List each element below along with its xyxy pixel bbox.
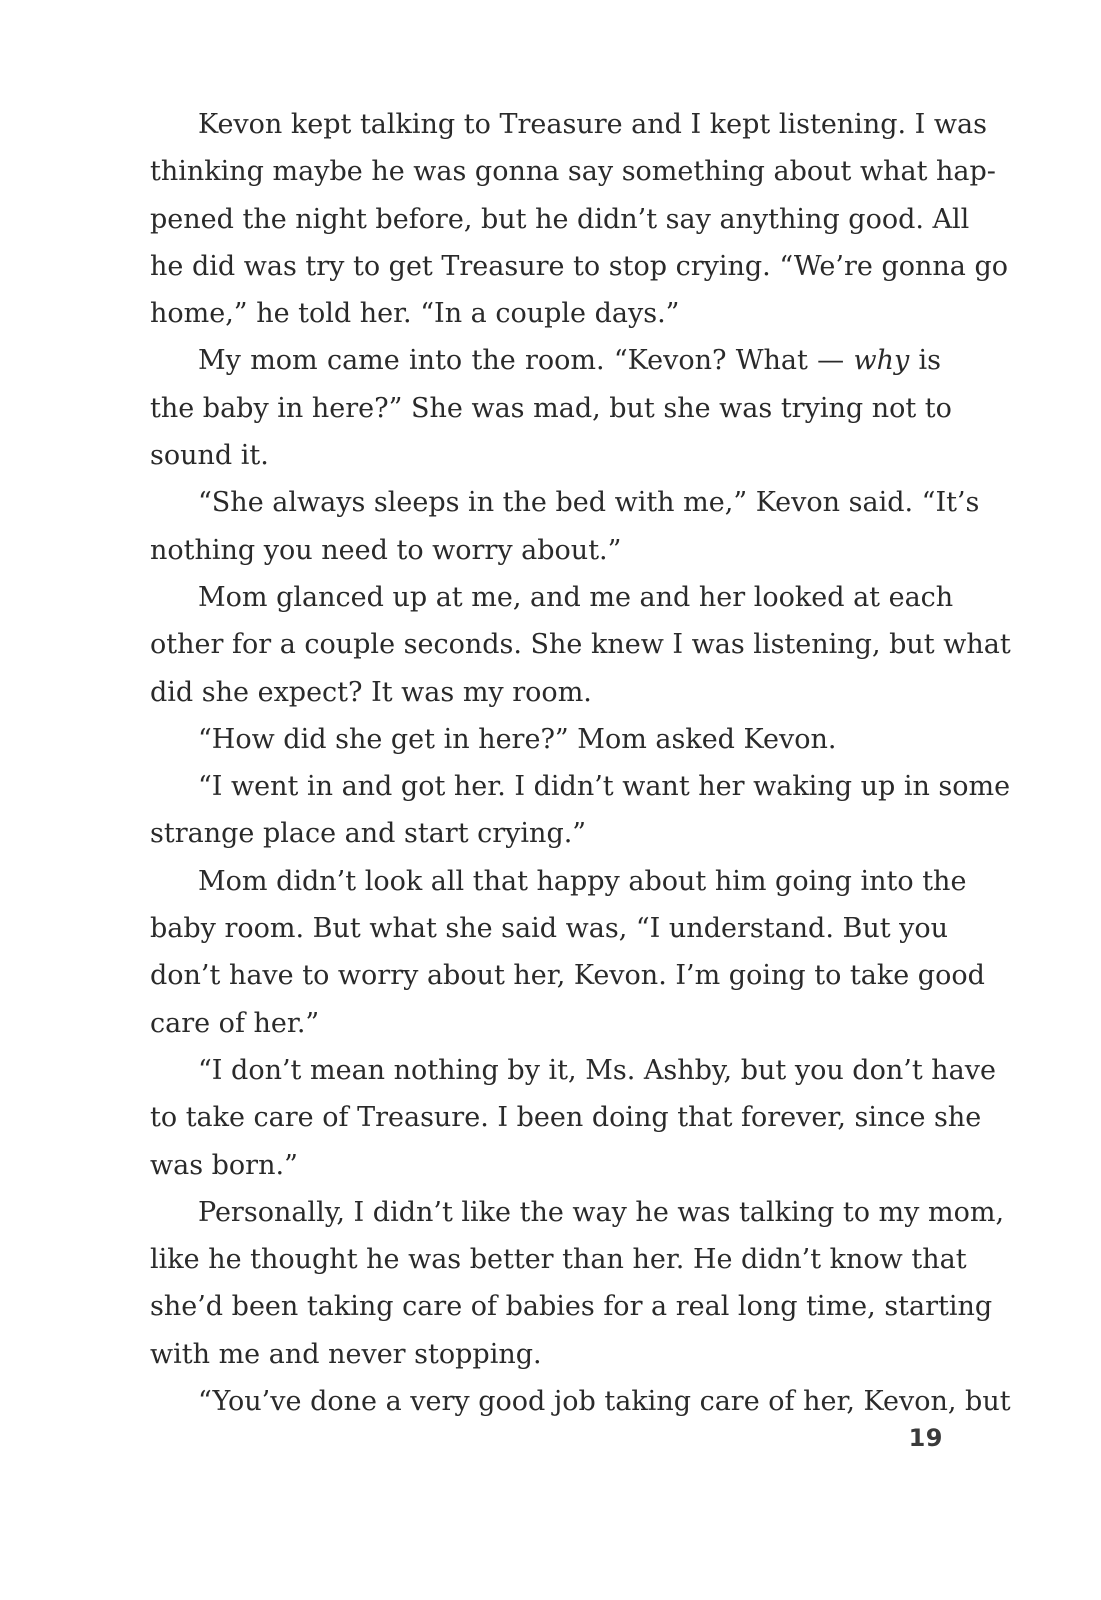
text-line: pened the night before, but he didn’t say anything good. All xyxy=(150,203,970,235)
text-line: she’d been taking care of babies for a real long time, starting xyxy=(150,1291,993,1323)
text-line: other for a couple seconds. She knew I was listening, but what xyxy=(150,629,1011,661)
text-line: Kevon kept talking to Treasure and I kept listening. I was xyxy=(198,109,987,140)
text-line: was born.” xyxy=(150,1149,298,1181)
text-line: like he thought he was better than her. He didn’t know that xyxy=(150,1244,967,1276)
text-line: don’t have to worry about her, Kevon. I’m going to take good xyxy=(150,960,985,992)
text-line: the baby in here?” She was mad, but she was trying not to xyxy=(150,392,952,424)
text-line: Mom didn’t look all that happy about him going into the xyxy=(198,865,967,897)
text-line: nothing you need to worry about.” xyxy=(150,534,622,566)
body-text xyxy=(150,101,1011,1425)
text-line: to take care of Treasure. I been doing that forever, since she xyxy=(150,1102,982,1134)
text-line: My mom came into the room. “Kevon? What — why is xyxy=(198,345,942,377)
text-line: “I went in and got her. I didn’t want her waking up in some xyxy=(198,771,1011,803)
emphasis-word: why xyxy=(853,345,910,377)
text-line: strange place and start crying.” xyxy=(150,818,587,850)
text-line: “How did she get in here?” Mom asked Kevon. xyxy=(198,723,837,755)
text-line: “You’ve done a very good job taking care of her, Kevon, but xyxy=(198,1386,1011,1418)
text-line: he did was try to get Treasure to stop crying. “We’re gonna go xyxy=(150,250,1009,282)
text-line: Mom glanced up at me, and me and her looked at each xyxy=(198,581,954,613)
text-line: Personally, I didn’t like the way he was talking to my mom, xyxy=(198,1196,1005,1228)
text-line: with me and never stopping. xyxy=(150,1338,542,1370)
text-line: “She always sleeps in the bed with me,” Kevon said. “It’s xyxy=(198,487,980,519)
text-line: sound it. xyxy=(150,440,269,472)
text-line: did she expect? It was my room. xyxy=(150,676,592,708)
page-number: 19 xyxy=(908,1424,943,1452)
text-line: “I don’t mean nothing by it, Ms. Ashby, but you don’t have xyxy=(198,1054,996,1086)
text-line: home,” he told her. “In a couple days.” xyxy=(150,298,680,330)
text-line: thinking maybe he was gonna say something about what hap- xyxy=(150,156,996,188)
text-line: baby room. But what she said was, “I understand. But you xyxy=(150,913,949,945)
text-line: care of her.” xyxy=(150,1007,320,1039)
